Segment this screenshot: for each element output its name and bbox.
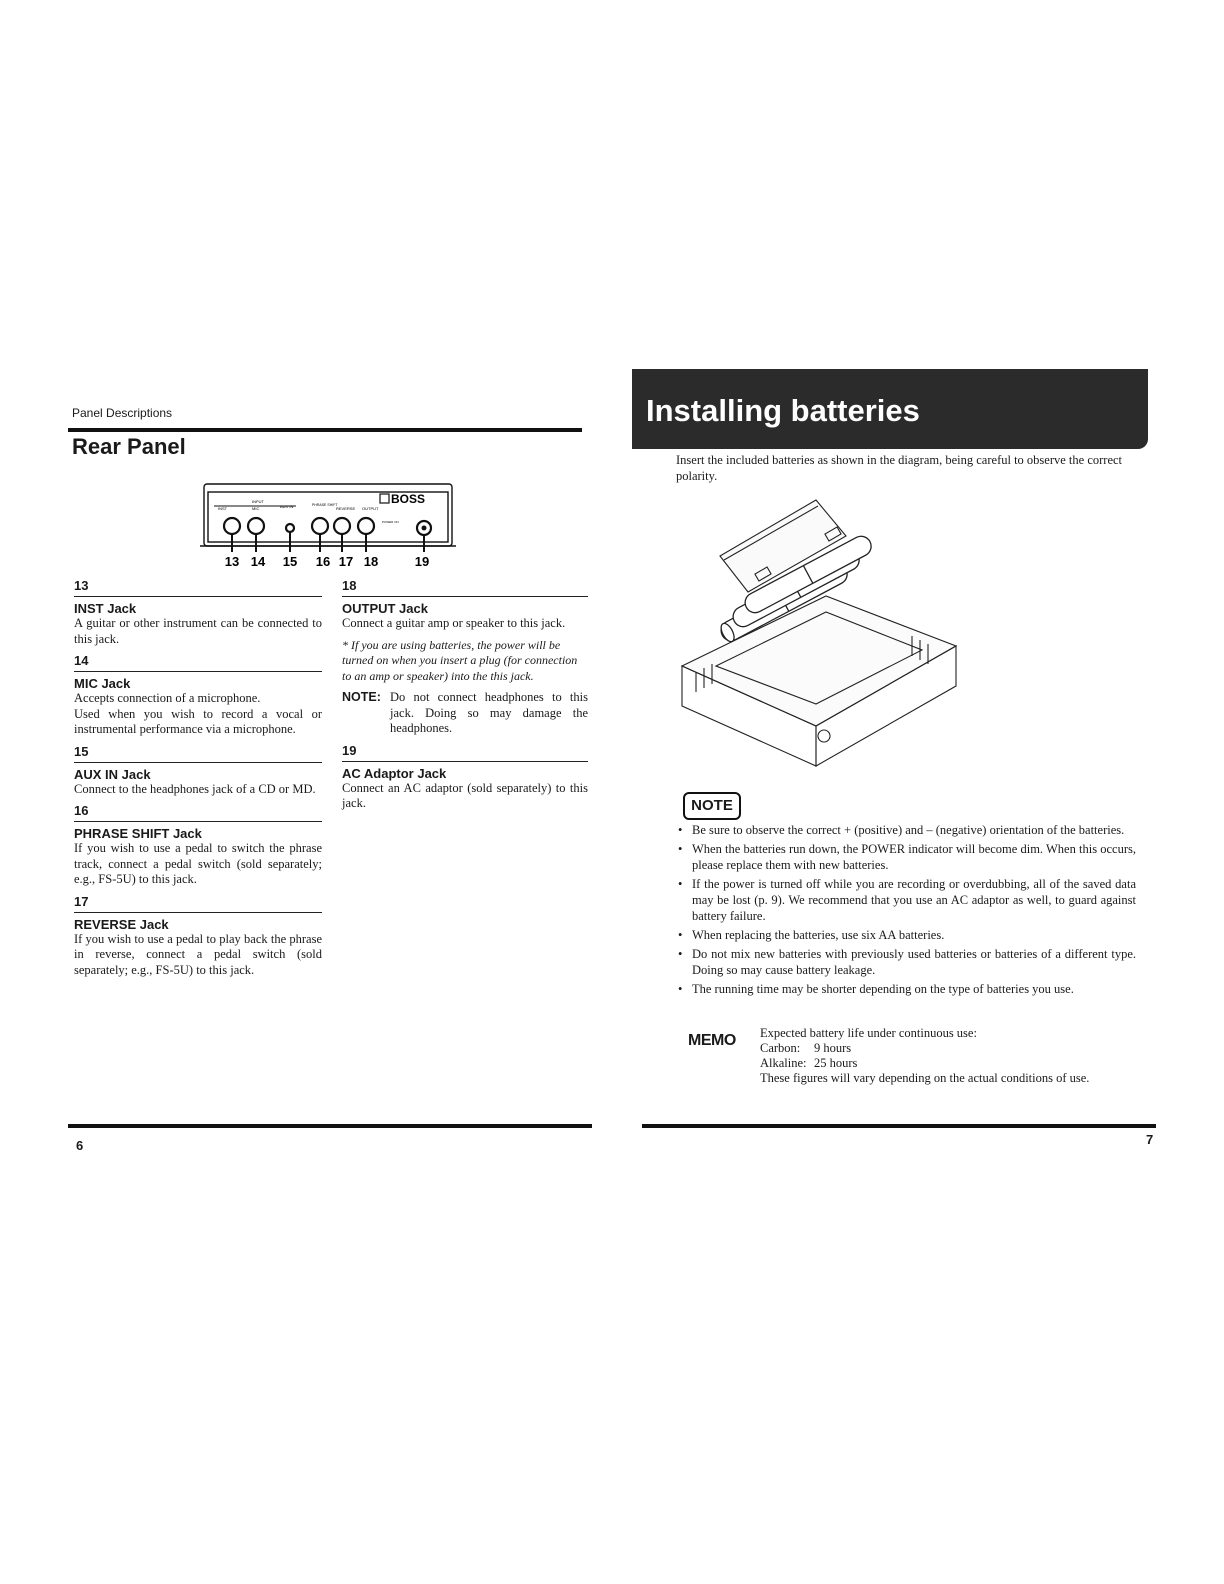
item-title: OUTPUT Jack [342,601,428,616]
item-title: AUX IN Jack [74,766,151,782]
item-description: Connect an AC adaptor (sold separately) to this jack. [342,780,588,810]
callout-17: 17 [338,554,354,569]
item-description-extra: Used when you wish to record a vocal or instrumental performance via a microphone. [74,706,322,736]
callout-16: 16 [315,554,331,569]
panel-label-inst: INST [218,506,228,511]
page-number-right: 7 [1146,1132,1154,1147]
list-item: • When the batteries run down, the POWER indicator will become dim. When this occurs, please replace them with new batteries. [676,841,1136,873]
item-number: 14 [74,653,322,672]
section-label: Panel Descriptions [72,406,173,420]
list-item: • If the power is turned off while you are recording or overdubbing, all of the saved data may be lost (p. 9). We recommend that you use an AC adaptor as well, to guard against battery failure. [676,876,1136,924]
brand-logo: BOSS [391,492,426,506]
item-13 [74,578,322,647]
item-14 [74,653,322,738]
item-title: REVERSE Jack [74,916,169,932]
section-banner [632,369,1148,449]
rear-panel-diagram [196,480,460,570]
item-title: PHRASE SHIFT Jack [74,826,202,841]
memo-heading: Expected battery life under continuous use: [760,1026,977,1040]
memo-icon: MEMO [688,1032,736,1049]
item-description: Connect a guitar amp or speaker to this jack. [342,616,566,630]
callout-13: 13 [224,554,240,569]
item-19 [342,743,588,812]
item-title: MIC Jack [74,676,131,691]
battery-installation-illustration [676,496,966,776]
note-badge: NOTE [683,792,741,820]
item-description: If you wish to use a pedal to play back the phrase in reverse, connect a pedal switch (sold separately; e.g., FS-5U) to this jack. [74,931,322,977]
item-18 [342,578,588,737]
panel-label-mic: MIC [252,506,260,511]
bottom-rule-left [68,1124,592,1128]
callout-14: 14 [250,554,266,569]
memo-row-label: Carbon: [760,1041,801,1055]
item-title: INST Jack [74,601,137,616]
item-16 [74,803,322,888]
panel-label-phrase-shift: PHRASE SHIFT [312,503,338,507]
panel-label-input: INPUT [252,499,264,504]
item-number: 16 [74,803,322,822]
list-item: • Be sure to observe the correct + (positive) and – (negative) orientation of the batteries. [676,822,1136,838]
item-description: Connect to the headphones jack of a CD or MD. [74,781,316,796]
memo-row-carbon [760,1041,1140,1056]
bottom-rule-right [642,1124,1156,1128]
item-number: 18 [342,578,588,597]
panel-label-power-on: POWER ON [382,520,399,524]
page-title: Rear Panel [72,434,186,459]
item-description: Accepts connection of a microphone. [74,691,261,705]
memo-row-label: Alkaline: [760,1056,807,1070]
battery-power-note: * If you are using batteries, the power will be turned on when you insert a plug (for connection to an amp or speaker) into the this jack. [342,637,578,683]
callout-18: 18 [363,554,379,569]
intro-paragraph: Insert the included batteries as shown in the diagram, being careful to observe the correct polarity. [676,453,1123,483]
item-17 [74,894,322,979]
item-title: AC Adaptor Jack [342,765,447,781]
item-number: 15 [74,744,322,763]
memo-footer: These figures will vary depending on the actual conditions of use. [760,1071,1090,1085]
item-description: A guitar or other instrument can be connected to this jack. [74,616,322,646]
item-number: 13 [74,578,322,597]
callout-19: 19 [414,554,430,569]
headphones-warning [342,690,588,737]
note-text: Do not connect headphones to this jack. Doing so may damage the headphones. [390,690,588,735]
list-item: • Do not mix new batteries with previously used batteries or batteries of a different type. Doing so may cause battery leakage. [676,946,1136,978]
item-number: 17 [74,894,322,913]
item-number: 19 [342,743,588,762]
descriptions-column-1 [74,578,322,984]
panel-label-aux-in: AUX IN [280,504,294,509]
memo-text [760,1026,1140,1086]
panel-label-reverse: REVERSE [336,506,356,511]
callout-15: 15 [282,554,298,569]
memo-row-value: 25 hours [814,1056,858,1070]
item-description: If you wish to use a pedal to switch the phrase track, connect a pedal switch (sold separately; e.g., FS-5U) to this jack. [74,841,322,886]
list-item: • When replacing the batteries, use six AA batteries. [676,927,1136,943]
banner-title: Installing batteries [646,393,920,428]
battery-notes-list [676,822,1136,1000]
note-label: NOTE: [342,690,381,704]
panel-label-output: OUTPUT [362,506,379,511]
top-rule-left [68,428,582,432]
memo-row-alkaline [760,1056,1140,1071]
item-15 [74,744,322,798]
descriptions-column-2 [342,578,588,818]
page-number-left: 6 [76,1138,84,1153]
list-item: • The running time may be shorter depending on the type of batteries you use. [676,981,1136,997]
memo-row-value: 9 hours [814,1041,852,1055]
